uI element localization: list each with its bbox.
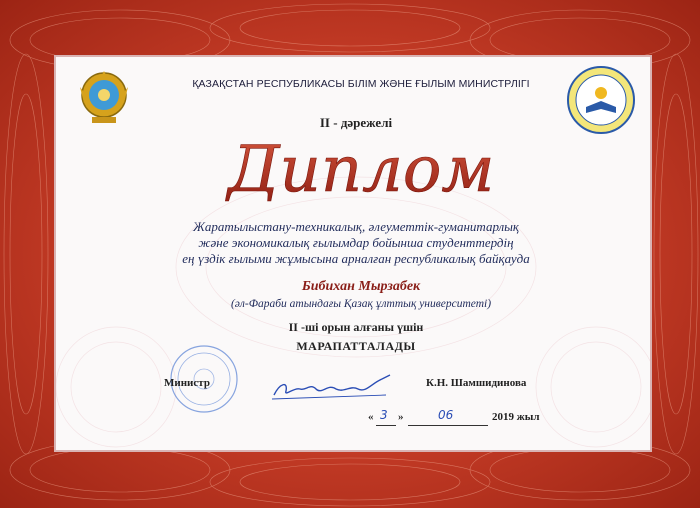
- degree-label: II - дәрежелі: [319, 115, 393, 130]
- recipient-university: (әл-Фараби атындағы Қазақ ұлттық университеті): [230, 298, 492, 310]
- month-underline: [408, 425, 488, 426]
- ministry-name: ҚАЗАҚСТАН РЕСПУБЛИКАСЫ БІЛІМ ЖӘНЕ ҒЫЛЫМ МИНИСТРЛІГІ: [192, 78, 530, 90]
- recipient-name: Бибихан Мырзабек: [301, 279, 421, 294]
- date-close-quote: »: [398, 411, 404, 423]
- date-year: 2019 жыл: [492, 411, 540, 423]
- day-underline: [376, 425, 396, 426]
- description-line-2: және экономикалық ғылымдар бойынша студенттердің: [198, 235, 514, 250]
- award-text: МАРАПАТТАЛАДЫ: [296, 339, 416, 353]
- description-line-1: Жаратылыстану-техникалық, әлеуметтік-гуманитарлық: [193, 219, 519, 234]
- description-line-3: ең үздік ғылыми жұмысына арналған республикалық байқауда: [182, 251, 530, 266]
- state-emblem-icon: [78, 67, 130, 127]
- date-day: 3: [380, 408, 388, 422]
- place-text: II -ші орын алғаны үшін: [288, 320, 424, 334]
- handwritten-signature: [266, 365, 396, 405]
- date-open-quote: «: [368, 411, 374, 423]
- competition-description: [136, 219, 576, 267]
- minister-label: Министр: [164, 377, 210, 389]
- date-month: 06: [438, 408, 454, 422]
- diploma-body: [54, 55, 652, 452]
- signer-name: К.Н. Шамшидинова: [426, 377, 527, 389]
- diploma-title: [206, 129, 516, 209]
- ministry-logo-icon: [566, 65, 636, 135]
- svg-text:Диплом: Диплом: [227, 133, 495, 207]
- date-line: [368, 408, 568, 429]
